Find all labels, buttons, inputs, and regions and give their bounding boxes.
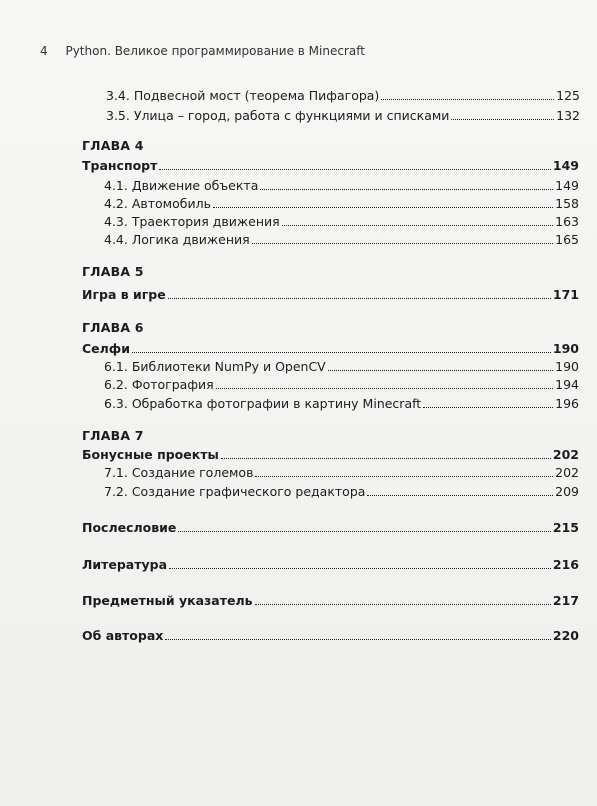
toc-chapter-title: Об авторах (82, 628, 164, 643)
toc-entry-page: 209 (555, 484, 579, 499)
dot-leader (255, 604, 551, 605)
dot-leader (260, 189, 553, 190)
chapter-label-4: ГЛАВА 4 (82, 138, 144, 153)
toc-index[interactable] (82, 593, 579, 608)
toc-chapter-5[interactable] (82, 287, 579, 302)
toc-entry-page: 171 (552, 287, 579, 302)
toc-entry-page: 125 (556, 88, 580, 103)
toc-chapter-7[interactable] (82, 447, 579, 462)
dot-leader (255, 476, 553, 477)
dot-leader (282, 225, 553, 226)
toc-entry-page: 190 (555, 359, 579, 374)
toc-entry-title: 6.3. Обработка фотографии в картину Minecraft (104, 396, 422, 411)
toc-entry-page: 194 (555, 377, 579, 392)
toc-entry-title: 4.4. Логика движения (104, 232, 250, 247)
toc-entry-title: 3.5. Улица – город, работа с функциями и списками (106, 108, 450, 123)
toc-entry-title: 4.3. Траектория движения (104, 214, 280, 229)
dot-leader (252, 243, 553, 244)
book-title: Python. Великое программирование в Minecraft (65, 44, 365, 58)
toc-entry-6-3[interactable] (104, 396, 579, 411)
dot-leader (165, 639, 551, 640)
toc-entry-page: 215 (552, 520, 579, 535)
dot-leader (216, 388, 553, 389)
toc-entry-page: 216 (552, 557, 579, 572)
dot-leader (213, 207, 553, 208)
toc-chapter-title: Селфи (82, 341, 130, 356)
toc-entry-6-1[interactable] (104, 359, 579, 374)
toc-entry-title: 4.1. Движение объекта (104, 178, 259, 193)
toc-entry-page: 202 (555, 465, 579, 480)
toc-entry-4-3[interactable] (104, 214, 579, 229)
dot-leader (159, 169, 551, 170)
toc-entry-page: 158 (555, 196, 579, 211)
dot-leader (423, 407, 553, 408)
chapter-label-7: ГЛАВА 7 (82, 428, 144, 443)
dot-leader (132, 352, 551, 353)
toc-afterword[interactable] (82, 520, 579, 535)
toc-entry-page: 165 (555, 232, 579, 247)
toc-entry-title: 3.4. Подвесной мост (теорема Пифагора) (106, 88, 380, 103)
toc-entry-page: 220 (552, 628, 579, 643)
toc-entry-page: 190 (552, 341, 579, 356)
toc-chapter-title: Игра в игре (82, 287, 166, 302)
dot-leader (221, 458, 551, 459)
page-number: 4 (40, 44, 48, 58)
chapter-label-5: ГЛАВА 5 (82, 264, 144, 279)
toc-entry-page: 132 (556, 108, 580, 123)
dot-leader (381, 99, 554, 100)
toc-chapter-4[interactable] (82, 158, 579, 173)
toc-entry-7-2[interactable] (104, 484, 579, 499)
toc-entry-title: 6.1. Библиотеки NumPy и OpenCV (104, 359, 326, 374)
toc-chapter-title: Бонусные проекты (82, 447, 219, 462)
toc-chapter-title: Транспорт (82, 158, 158, 173)
dot-leader (169, 568, 551, 569)
toc-entry-title: 7.1. Создание големов (104, 465, 254, 480)
dot-leader (178, 531, 551, 532)
running-header (40, 44, 365, 58)
toc-entry-page: 217 (552, 593, 579, 608)
toc-chapter-6[interactable] (82, 341, 579, 356)
toc-authors[interactable] (82, 628, 579, 643)
toc-entry-title: 6.2. Фотография (104, 377, 214, 392)
toc-entry-title: 4.2. Автомобиль (104, 196, 211, 211)
toc-entry-page: 149 (552, 158, 579, 173)
toc-entry-4-4[interactable] (104, 232, 579, 247)
dot-leader (168, 298, 551, 299)
toc-chapter-title: Послесловие (82, 520, 177, 535)
toc-entry-6-2[interactable] (104, 377, 579, 392)
toc-entry-page: 196 (555, 396, 579, 411)
toc-entry-4-2[interactable] (104, 196, 579, 211)
toc-chapter-title: Литература (82, 557, 168, 572)
toc-entry-7-1[interactable] (104, 465, 579, 480)
toc-entry-title: 7.2. Создание графического редактора (104, 484, 366, 499)
toc-entry-3-4[interactable] (106, 88, 580, 103)
chapter-label-6: ГЛАВА 6 (82, 320, 144, 335)
dot-leader (328, 370, 553, 371)
toc-entry-3-5[interactable] (106, 108, 580, 123)
toc-entry-page: 163 (555, 214, 579, 229)
dot-leader (367, 495, 553, 496)
toc-chapter-title: Предметный указатель (82, 593, 253, 608)
toc-entry-page: 202 (552, 447, 579, 462)
dot-leader (451, 119, 554, 120)
toc-entry-page: 149 (555, 178, 579, 193)
toc-entry-4-1[interactable] (104, 178, 579, 193)
toc-literature[interactable] (82, 557, 579, 572)
